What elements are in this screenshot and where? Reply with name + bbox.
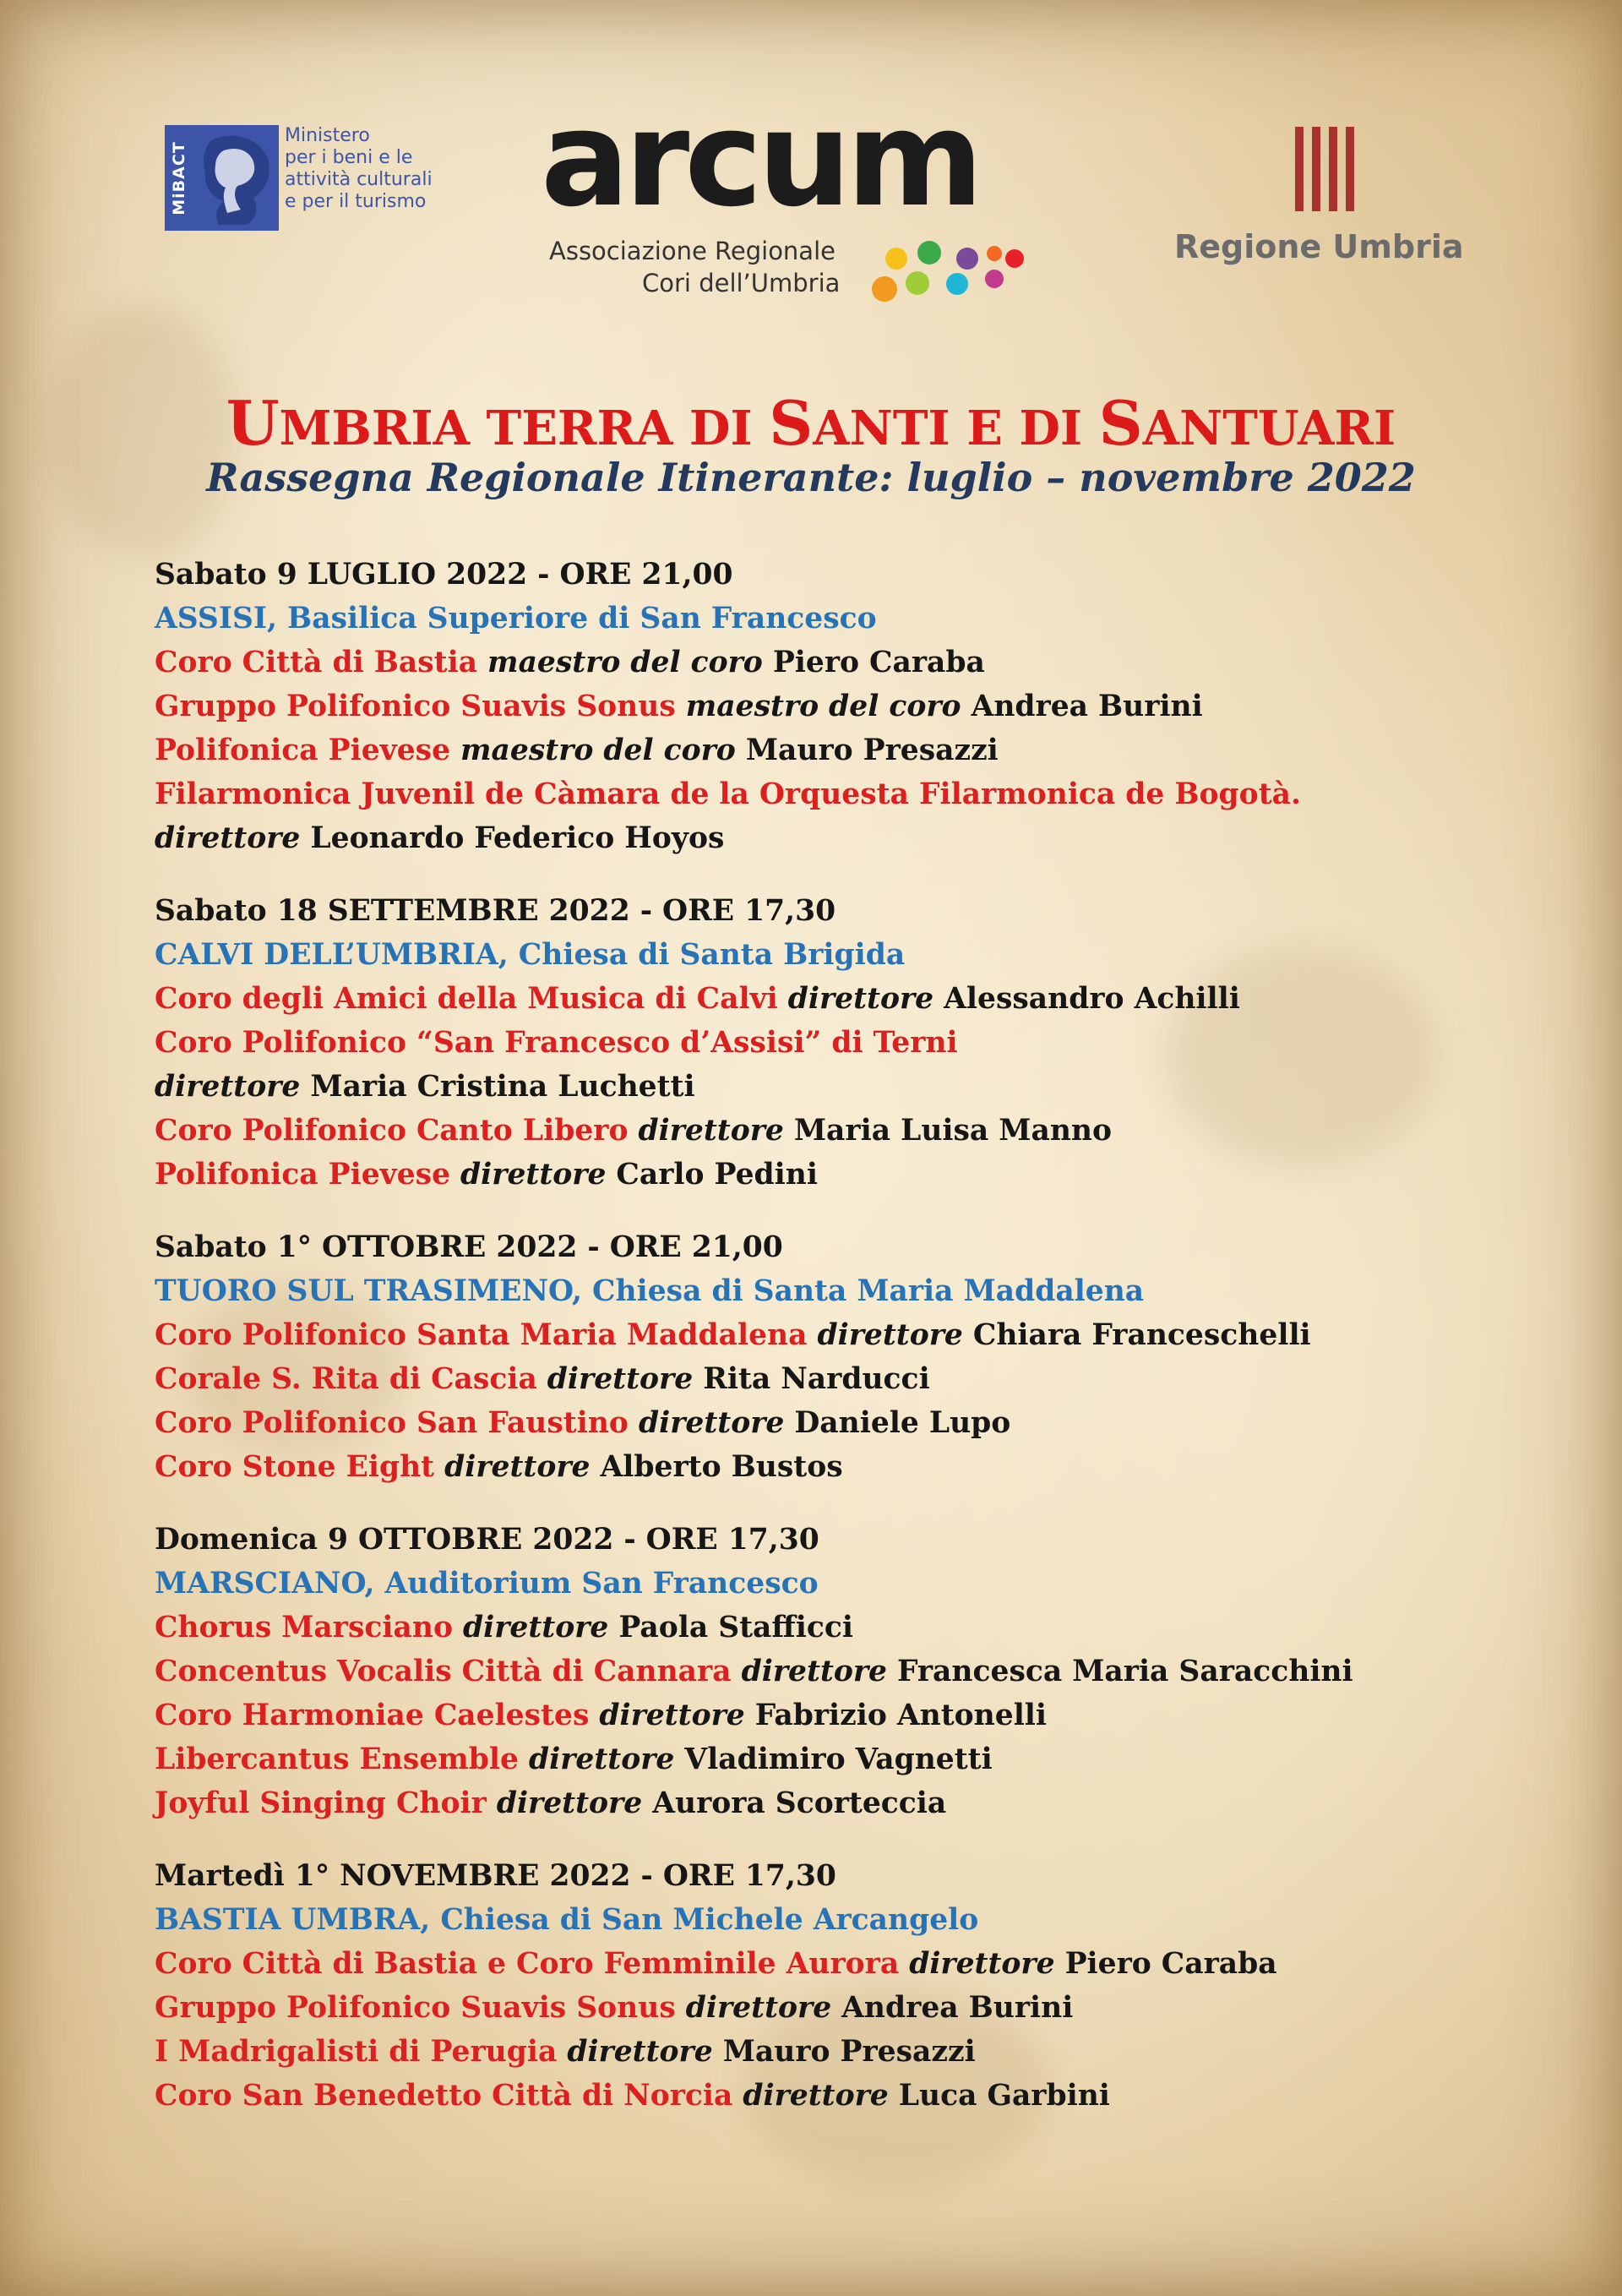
performer-line	[155, 1153, 1523, 1197]
title-word: ANTI E DI	[813, 401, 1099, 456]
color-dot	[1005, 249, 1024, 268]
mibact-line: attività culturali	[285, 169, 433, 190]
conductor-name: Maria Cristina Luchetti	[300, 1070, 695, 1104]
role-label: direttore	[450, 1158, 607, 1192]
performer-line	[155, 772, 1523, 816]
role-label: maestro del coro	[477, 646, 763, 679]
emblem-bar	[1329, 127, 1337, 211]
mibact-emblem	[165, 125, 279, 231]
performer-line	[155, 1313, 1523, 1357]
arcum-subtitle	[549, 235, 840, 299]
choir-name: Corale S. Rita di Cascia	[155, 1362, 537, 1396]
role-label: direttore	[777, 982, 934, 1016]
performer-line	[155, 977, 1523, 1021]
performer-line	[155, 1021, 1523, 1065]
event-date: Sabato 18 SETTEMBRE 2022 - ORE 17,30	[155, 894, 836, 928]
role-label: direttore	[434, 1450, 591, 1484]
conductor-name: Mauro Presazzi	[712, 2035, 976, 2069]
concert-event	[155, 1854, 1523, 2118]
performer-line	[155, 1942, 1523, 1986]
conductor-name: Paola Stafficci	[608, 1611, 853, 1644]
choir-name: Coro Harmoniae Caelestes	[155, 1699, 590, 1732]
performer-line	[155, 1109, 1523, 1153]
choir-name: Coro Polifonico Santa Maria Maddalena	[155, 1318, 808, 1352]
page-title	[0, 387, 1622, 459]
role-label: direttore	[675, 1991, 832, 2025]
role-label: direttore	[486, 1786, 643, 1820]
role-label: direttore	[557, 2035, 713, 2069]
choir-name: Joyful Singing Choir	[155, 1786, 487, 1820]
color-dot	[987, 246, 1002, 261]
conductor-name: Daniele Lupo	[784, 1406, 1011, 1440]
mibact-acronym: MiBACT	[170, 141, 188, 215]
choir-name: Polifonica Pievese	[155, 1158, 451, 1192]
arcum-subtitle-line: Cori dell’Umbria	[642, 269, 841, 297]
performer-line	[155, 1401, 1523, 1445]
concert-event	[155, 889, 1523, 1197]
regione-name: Regione Umbria	[1174, 228, 1464, 265]
choir-name: Filarmonica Juvenil de Càmara de la Orquesta Filarmonica de Bogotà.	[155, 777, 1301, 811]
conductor-name: Rita Narducci	[693, 1362, 930, 1396]
title-initial: S	[769, 387, 814, 459]
conductor-name: Vladimiro Vagnetti	[674, 1742, 993, 1776]
arcum-logo	[541, 82, 1048, 304]
conductor-name: Aurora Scorteccia	[642, 1786, 947, 1820]
performer-line	[155, 1650, 1523, 1693]
color-dot	[872, 276, 897, 302]
mibact-logo	[165, 125, 444, 235]
event-date: Martedì 1° NOVEMBRE 2022 - ORE 17,30	[155, 1859, 836, 1893]
conductor-name: Francesca Maria Saracchini	[886, 1655, 1353, 1688]
conductor-name: Mauro Presazzi	[735, 734, 999, 767]
role-label: direttore	[518, 1742, 675, 1776]
conductor-name: Alberto Bustos	[590, 1450, 843, 1484]
choir-name: Coro Stone Eight	[155, 1450, 435, 1484]
choir-name: Coro Città di Bastia e Coro Femminile Aurora	[155, 1947, 900, 1981]
concert-program	[155, 553, 1523, 2146]
choir-name: Coro Polifonico Canto Libero	[155, 1114, 629, 1148]
role-label: direttore	[732, 2079, 889, 2113]
choir-name: Libercantus Ensemble	[155, 1742, 519, 1776]
role-label: direttore	[452, 1611, 609, 1644]
conductor-name: Alessandro Achilli	[933, 982, 1240, 1016]
performer-line	[155, 1065, 1523, 1109]
conductor-name: Maria Luisa Manno	[783, 1114, 1113, 1148]
performer-line	[155, 816, 1523, 860]
role-label: direttore	[628, 1406, 785, 1440]
regione-emblem-icon	[1295, 127, 1354, 211]
emblem-bar	[1346, 127, 1354, 211]
choir-name: Coro Città di Bastia	[155, 646, 478, 679]
performer-line	[155, 1737, 1523, 1781]
mibact-name	[285, 125, 454, 213]
mibact-line: e per il turismo	[285, 191, 427, 212]
title-initial: U	[226, 387, 280, 459]
color-dot	[917, 241, 941, 265]
conductor-name: Leonardo Federico Hoyos	[300, 821, 725, 855]
event-venue: TUORO SUL TRASIMENO, Chiesa di Santa Maria Maddalena	[155, 1274, 1145, 1308]
choir-name: Concentus Vocalis Città di Cannara	[155, 1655, 732, 1688]
role-label: direttore	[536, 1362, 694, 1396]
arcum-wordmark: arcum	[541, 82, 979, 236]
emblem-bar	[1312, 127, 1320, 211]
color-dot	[906, 271, 929, 295]
choir-name: Coro degli Amici della Musica di Calvi	[155, 982, 778, 1016]
color-dot	[956, 248, 978, 270]
performer-line	[155, 641, 1523, 684]
choir-name: Coro San Benedetto Città di Norcia	[155, 2079, 733, 2113]
conductor-name: Carlo Pedini	[606, 1158, 818, 1192]
choir-name: Polifonica Pievese	[155, 734, 451, 767]
performer-line	[155, 2074, 1523, 2118]
performer-line	[155, 1606, 1523, 1650]
choir-name: Chorus Marsciano	[155, 1611, 453, 1644]
conductor-name: Piero Caraba	[1054, 1947, 1277, 1981]
conductor-name: Andrea Burini	[961, 690, 1203, 723]
event-venue: MARSCIANO, Auditorium San Francesco	[155, 1567, 819, 1601]
color-dot	[946, 273, 968, 295]
role-label: direttore	[807, 1318, 963, 1352]
choir-name: Coro Polifonico San Faustino	[155, 1406, 629, 1440]
performer-line	[155, 2030, 1523, 2074]
event-date: Domenica 9 OTTOBRE 2022 - ORE 17,30	[155, 1523, 819, 1557]
performer-line	[155, 728, 1523, 772]
color-dot	[885, 248, 907, 270]
color-dot	[985, 270, 1004, 288]
performer-line	[155, 1781, 1523, 1825]
conductor-name: Chiara Franceschelli	[962, 1318, 1311, 1352]
conductor-name: Andrea Burini	[831, 1991, 1074, 2025]
title-initial: S	[1098, 387, 1143, 459]
performer-line	[155, 1357, 1523, 1401]
mibact-line: per i beni e le	[285, 147, 413, 168]
event-venue: ASSISI, Basilica Superiore di San Francesco	[155, 602, 877, 635]
concert-event	[155, 553, 1523, 860]
performer-line	[155, 1986, 1523, 2030]
performer-line	[155, 1693, 1523, 1737]
regione-umbria-logo	[1174, 127, 1464, 270]
role-label: direttore	[589, 1699, 745, 1732]
choir-name: I Madrigalisti di Perugia	[155, 2035, 558, 2069]
page-subtitle: Rassegna Regionale Itinerante: luglio – novembre 2022	[206, 455, 1416, 500]
event-date: Sabato 9 LUGLIO 2022 - ORE 21,00	[155, 558, 733, 592]
choir-name: Gruppo Polifonico Suavis Sonus	[155, 690, 676, 723]
arcum-subtitle-line: Associazione Regionale	[549, 237, 835, 265]
choir-name: Coro Polifonico “San Francesco d’Assisi” di Terni	[155, 1026, 958, 1060]
conductor-name: Fabrizio Antonelli	[744, 1699, 1048, 1732]
role-label: direttore	[155, 1070, 301, 1104]
performer-line	[155, 684, 1523, 728]
role-label: maestro del coro	[450, 734, 736, 767]
role-label: maestro del coro	[675, 690, 961, 723]
role-label: direttore	[155, 821, 301, 855]
conductor-name: Luca Garbini	[888, 2079, 1110, 2113]
emblem-bar	[1295, 127, 1304, 211]
concert-event	[155, 1225, 1523, 1489]
conductor-name: Piero Caraba	[762, 646, 985, 679]
arcum-dots	[862, 232, 1048, 300]
choir-name: Gruppo Polifonico Suavis Sonus	[155, 1991, 676, 2025]
role-label: direttore	[899, 1947, 1055, 1981]
concert-event	[155, 1518, 1523, 1825]
title-word: ANTUARI	[1142, 401, 1396, 456]
event-date: Sabato 1° OTTOBRE 2022 - ORE 21,00	[155, 1230, 783, 1264]
title-word: MBRIA TERRA DI	[279, 401, 770, 456]
role-label: direttore	[731, 1655, 887, 1688]
event-venue: BASTIA UMBRA, Chiesa di San Michele Arcangelo	[155, 1903, 979, 1937]
role-label: direttore	[628, 1114, 784, 1148]
performer-line	[155, 1445, 1523, 1489]
mibact-line: Ministero	[285, 125, 370, 146]
event-venue: CALVI DELL’UMBRIA, Chiesa di Santa Brigida	[155, 938, 906, 972]
